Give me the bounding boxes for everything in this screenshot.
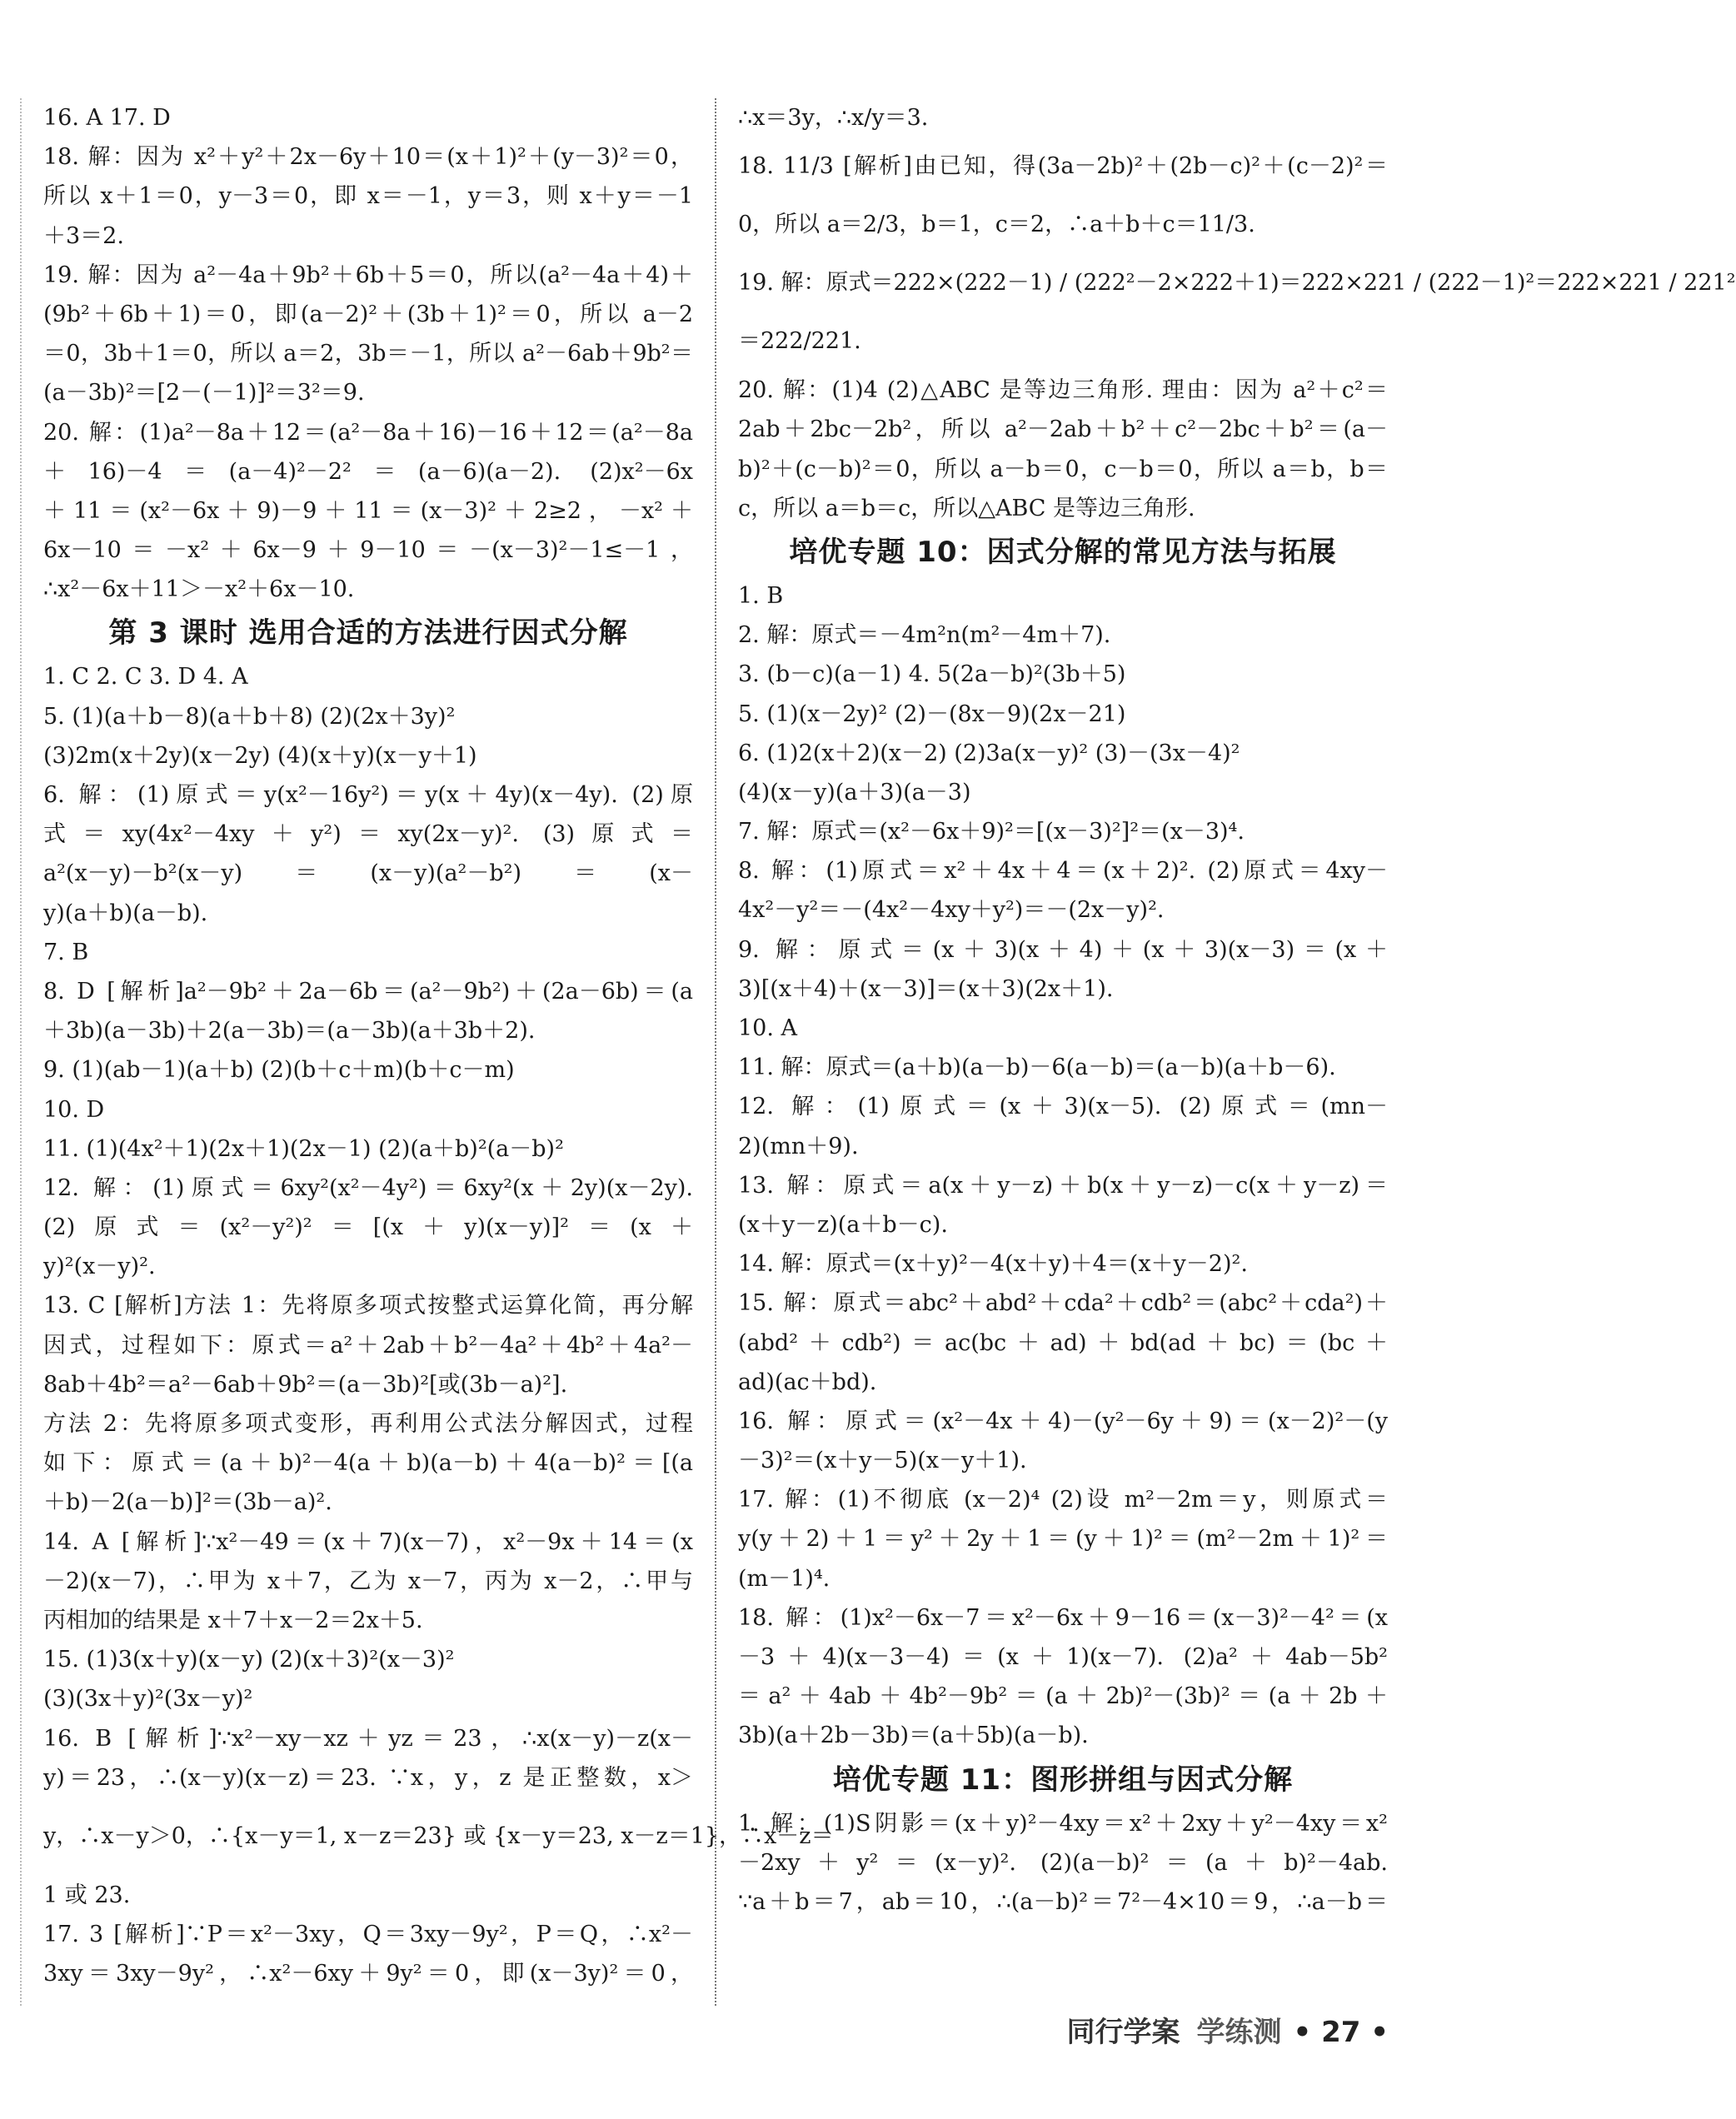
text-line: 3)[(x＋4)＋(x－3)]＝(x＋3)(2x＋1). [738, 975, 1114, 1002]
text-line: 13. C [解析]方法 1：先将原多项式按整式运算化简，再分解 [43, 1293, 693, 1319]
text-line: ad)(ac＋bd). [738, 1369, 877, 1395]
footer-brand: 同行学案 [1066, 2016, 1180, 2049]
text-line: y(y＋2)＋1＝y²＋2y＋1＝(y＋1)²＝(m²－2m＋1)²＝ [738, 1526, 1388, 1553]
text-line: (3)(3x＋y)²(3x－y)² [43, 1686, 253, 1713]
text-line: 所以 x＋1＝0，y－3＝0，即 x＝－1，y＝3，则 x＋y＝－1 [43, 183, 693, 210]
text-line: 20. 解：(1)4 (2)△ABC 是等边三角形. 理由：因为 a²＋c²＝ [738, 377, 1388, 404]
left-margin-rule [20, 98, 22, 2006]
text-line: 3. (b－c)(a－1) 4. 5(2a－b)²(3b＋5) [738, 661, 1126, 688]
text-line: 方法 2：先将原多项式变形，再利用公式法分解因式，过程 [43, 1411, 693, 1437]
text-line: 18. 解：(1)x²－6x－7＝x²－6x＋9－16＝(x－3)²－4²＝(x [738, 1604, 1388, 1631]
text-line: b)²＋(c－b)²＝0，所以 a－b＝0，c－b＝0，所以 a＝b，b＝ [738, 456, 1388, 482]
text-line: 12. 解：(1)原式＝(x＋3)(x－5). (2)原式＝(mn－ [738, 1094, 1388, 1120]
section-heading: 第 3 课时 选用合适的方法进行因式分解 [108, 616, 628, 651]
text-line: 式＝xy(4x²－4xy＋y²)＝xy(2x－y)². (3)原式＝ [43, 821, 693, 848]
text-line: 7. 解：原式＝(x²－6x＋9)²＝[(x－3)²]²＝(x－3)⁴. [738, 819, 1245, 845]
page-number: • 27 • [1293, 2016, 1389, 2049]
text-line: ∵a＋b＝7，ab＝10，∴(a－b)²＝7²－4×10＝9，∴a－b＝ [738, 1888, 1388, 1915]
text-line: 14. A [解析]∵x²－49＝(x＋7)(x－7)，x²－9x＋14＝(x [43, 1528, 693, 1555]
text-line: 1. B [738, 582, 784, 609]
text-line: 18. 11/3 [解析]由已知，得(3a－2b)²＋(2b－c)²＋(c－2)²＝ [738, 153, 1388, 180]
text-line: ＋11＝(x²－6x＋9)－9＋11＝(x－3)²＋2≥2，－x²＋ [43, 497, 693, 524]
text-line: ∴x＝3y，∴x/y＝3. [738, 105, 929, 131]
text-line: 因式，过程如下：原式＝a²＋2ab＋b²－4a²＋4b²＋4a²－ [43, 1332, 693, 1359]
text-line: 17. 解：(1)不彻底 (x－2)⁴ (2)设 m²－2m＝y，则原式＝ [738, 1487, 1388, 1513]
text-line: 2)(mn＋9). [738, 1133, 859, 1159]
text-line: (4)(x－y)(a＋3)(a－3) [738, 779, 971, 805]
text-line: y)＝23，∴(x－y)(x－z)＝23. ∵x，y，z 是正整数，x＞ [43, 1764, 693, 1791]
text-line: 5. (1)(x－2y)² (2)－(8x－9)(2x－21) [738, 701, 1126, 727]
text-line: －3)²＝(x＋y－5)(x－y＋1). [738, 1448, 1027, 1474]
text-line: ＋16)－4＝(a－4)²－2²＝(a－6)(a－2). (2)x²－6x [43, 458, 693, 485]
text-line: (3)2m(x＋2y)(x－2y) (4)(x＋y)(x－y＋1) [43, 742, 477, 769]
text-line: 12. 解：(1)原式＝6xy²(x²－4y²)＝6xy²(x＋2y)(x－2y). [43, 1174, 693, 1201]
text-line: 1 或 23. [43, 1882, 131, 1908]
text-line: 15. (1)3(x＋y)(x－y) (2)(x＋3)²(x－3)² [43, 1647, 455, 1673]
text-line: －2xy＋y²＝(x－y)². (2)(a－b)²＝(a＋b)²－4ab. [738, 1849, 1389, 1876]
text-line: 11. (1)(4x²＋1)(2x＋1)(2x－1) (2)(a＋b)²(a－b)² [43, 1135, 564, 1162]
text-line: 16. A 17. D [43, 105, 171, 131]
text-line: 6x－10＝－x²＋6x－9＋9－10＝－(x－3)²－1≤－1， [43, 537, 693, 564]
text-line: 16. B [解析]∵x²－xy－xz＋yz＝23，∴x(x－y)－z(x－ [43, 1725, 693, 1752]
text-line: 1. C 2. C 3. D 4. A [43, 664, 248, 691]
text-line: 3b)(a＋2b－3b)＝(a＋5b)(a－b). [738, 1723, 1089, 1749]
text-line: 6. (1)2(x＋2)(x－2) (2)3a(x－y)² (3)－(3x－4)² [738, 740, 1240, 766]
text-line: 4x²－y²＝－(4x²－4xy＋y²)＝－(2x－y)². [738, 897, 1165, 924]
text-line: y)²(x－y)². [43, 1254, 156, 1280]
page-footer [1067, 2009, 1389, 2050]
text-line: y，∴x－y＞0，∴{x－y＝1, x－z＝23} 或 {x－y＝23, x－z＝1}，∴x－z＝ [43, 1822, 834, 1849]
text-line: －2)(x－7)，∴甲为 x＋7，乙为 x－7，丙为 x－2，∴甲与 [43, 1568, 693, 1594]
text-line: 9. 解：原式＝(x＋3)(x＋4)＋(x＋3)(x－3)＝(x＋ [738, 936, 1388, 963]
text-line: 17. 3 [解析]∵P＝x²－3xy，Q＝3xy－9y²，P＝Q，∴x²－ [43, 1922, 693, 1948]
section-heading: 培优专题 10：因式分解的常见方法与拓展 [789, 535, 1337, 569]
text-line: 1. 解：(1)S阴影＝(x＋y)²－4xy＝x²＋2xy＋y²－4xy＝x² [738, 1810, 1388, 1837]
text-line: 15. 解：原式＝abc²＋abd²＋cda²＋cdb²＝(abc²＋cda²)＋ [738, 1290, 1388, 1317]
text-line: 19. 解：原式＝222×(222－1) / (222²－2×222＋1)＝222×221 / (222－1)²＝222×221 / 221² [738, 270, 1736, 297]
text-line: 8ab＋4b²＝a²－6ab＋9b²＝(a－3b)²[或(3b－a)²]. [43, 1371, 568, 1398]
text-line: 14. 解：原式＝(x＋y)²－4(x＋y)＋4＝(x＋y－2)². [738, 1251, 1248, 1278]
text-line: 18. 解：因为 x²＋y²＋2x－6y＋10＝(x＋1)²＋(y－3)²＝0， [43, 144, 693, 171]
text-line: 3xy＝3xy－9y²，∴x²－6xy＋9y²＝0，即(x－3y)²＝0， [43, 1961, 693, 1987]
text-line: y)(a＋b)(a－b). [43, 900, 208, 926]
text-line: 13. 解：原式＝a(x＋y－z)＋b(x＋y－z)－c(x＋y－z)＝ [738, 1172, 1388, 1199]
text-line: c，所以 a＝b＝c，所以△ABC 是等边三角形. [738, 495, 1195, 521]
text-line: ＝a²＋4ab＋4b²－9b²＝(a＋2b)²－(3b)²＝(a＋2b＋ [738, 1683, 1388, 1710]
text-line: －3＋4)(x－3－4)＝(x＋1)(x－7). (2)a²＋4ab－5b² [738, 1644, 1388, 1670]
text-line: 如下：原式＝(a＋b)²－4(a＋b)(a－b)＋4(a－b)²＝[(a [43, 1450, 693, 1477]
column-divider [715, 98, 716, 2006]
text-line: 20. 解：(1)a²－8a＋12＝(a²－8a＋16)－16＋12＝(a²－8a [43, 419, 693, 446]
text-line: ＝0，3b＋1＝0，所以 a＝2，3b＝－1，所以 a²－6ab＋9b²＝ [43, 341, 693, 367]
text-line: 8. D [解析]a²－9b²＋2a－6b＝(a²－9b²)＋(2a－6b)＝(a [43, 978, 693, 1005]
text-line: (2)原式＝(x²－y²)²＝[(x＋y)(x－y)]²＝(x＋ [43, 1214, 693, 1241]
text-line: ＝222/221. [738, 328, 861, 355]
text-line: 5. (1)(a＋b－8)(a＋b＋8) (2)(2x＋3y)² [43, 703, 456, 730]
text-line: 2ab＋2bc－2b²，所以 a²－2ab＋b²＋c²－2bc＋b²＝(a－ [738, 416, 1388, 443]
text-line: 7. B [43, 939, 89, 965]
text-line: 19. 解：因为 a²－4a＋9b²＋6b＋5＝0，所以(a²－4a＋4)＋ [43, 262, 693, 288]
text-line: 2. 解：原式＝－4m²n(m²－4m＋7). [738, 622, 1111, 649]
text-line: 0，所以 a＝2/3，b＝1，c＝2，∴a＋b＋c＝11/3. [738, 212, 1255, 238]
right-column [738, 98, 1736, 1922]
text-line: (m－1)⁴. [738, 1565, 831, 1592]
section-heading: 培优专题 11：图形拼组与因式分解 [832, 1763, 1294, 1797]
text-line: 10. D [43, 1096, 105, 1123]
text-line: 9. (1)(ab－1)(a＋b) (2)(b＋c＋m)(b＋c－m) [43, 1057, 515, 1084]
footer-series: 学练测 [1196, 2016, 1282, 2049]
text-line: (a－3b)²＝[2－(－1)]²＝3²＝9. [43, 380, 365, 406]
text-line: ∴x²－6x＋11＞－x²＋6x－10. [43, 576, 355, 603]
text-line: (abd²＋cdb²)＝ac(bc＋ad)＋bd(ad＋bc)＝(bc＋ [738, 1329, 1388, 1356]
text-line: 16. 解：原式＝(x²－4x＋4)－(y²－6y＋9)＝(x－2)²－(y [738, 1408, 1388, 1434]
text-line: 8. 解：(1)原式＝x²＋4x＋4＝(x＋2)². (2)原式＝4xy－ [738, 858, 1388, 885]
text-line: a²(x－y)－b²(x－y)＝(x－y)(a²－b²)＝(x－ [43, 860, 693, 887]
text-line: 6. 解：(1)原式＝y(x²－16y²)＝y(x＋4y)(x－4y). (2)原 [43, 782, 693, 808]
text-line: 10. A [738, 1015, 798, 1041]
text-line: (9b²＋6b＋1)＝0，即(a－2)²＋(3b＋1)²＝0，所以 a－2 [43, 301, 693, 327]
text-line: (x＋y－z)(a＋b－c). [738, 1211, 948, 1238]
text-line: ＋3b)(a－3b)＋2(a－3b)＝(a－3b)(a＋3b＋2). [43, 1018, 536, 1045]
text-line: 11. 解：原式＝(a＋b)(a－b)－6(a－b)＝(a－b)(a＋b－6). [738, 1055, 1336, 1081]
text-line: ＋b)－2(a－b)]²＝(3b－a)². [43, 1489, 332, 1516]
text-line: ＋3＝2. [43, 222, 124, 249]
text-line: 丙相加的结果是 x＋7＋x－2＝2x＋5. [43, 1607, 423, 1633]
